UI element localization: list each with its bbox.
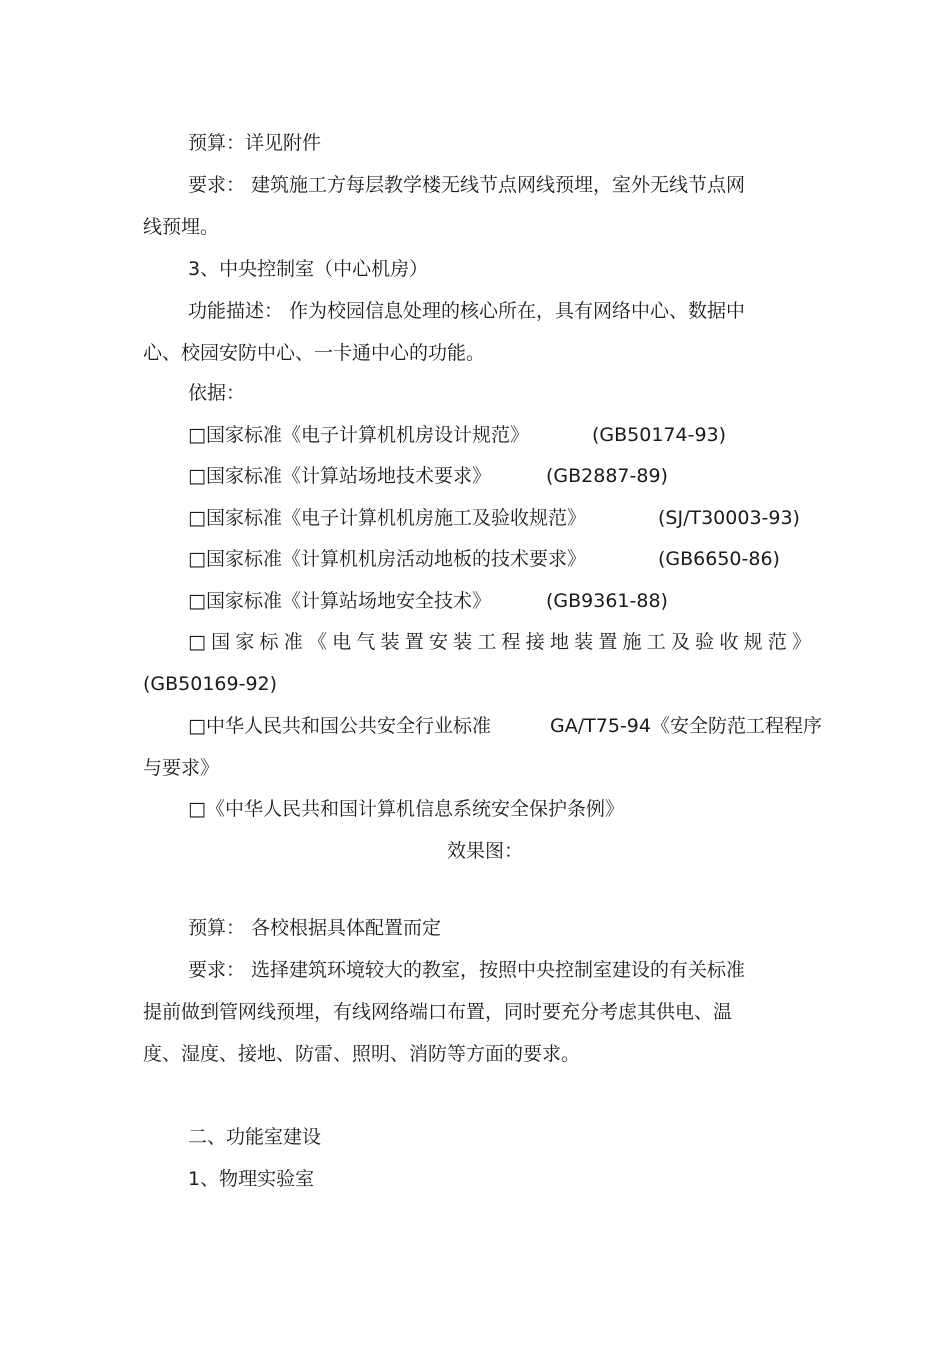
- requirement-line-1b: 线预埋。: [143, 216, 220, 238]
- part-heading-2: 二、功能室建设: [188, 1126, 322, 1148]
- reference-code-4: (GB6650-86): [658, 548, 780, 570]
- reference-title-2: □国家标准《计算站场地技术要求》: [188, 465, 491, 487]
- function-line-b: 心、校园安防中心、一卡通中心的功能。: [143, 342, 486, 364]
- reference-title-7: □中华人民共和国公共安全行业标准: [188, 715, 491, 737]
- function-line-a: 功能描述： 作为校园信息处理的核心所在，具有网络中心、数据中: [188, 300, 746, 322]
- requirement-line-2c: 度、湿度、接地、防雷、照明、消防等方面的要求。: [143, 1043, 581, 1065]
- basis-label: 依据：: [188, 382, 246, 404]
- reference-line-1: [188, 422, 888, 448]
- requirement-line-2a: 要求： 选择建筑环境较大的教室，按照中央控制室建设的有关标准: [188, 959, 746, 981]
- reference-line-6b: (GB50169-92): [143, 673, 278, 695]
- reference-title-5: □国家标准《计算站场地安全技术》: [188, 590, 491, 612]
- reference-line-5: [188, 588, 888, 614]
- reference-title-3: □国家标准《电子计算机机房施工及验收规范》: [188, 507, 586, 529]
- reference-code-7: GA/T75-94《安全防范工程程序: [550, 715, 822, 737]
- reference-code-2: (GB2887-89): [546, 465, 668, 487]
- reference-code-3: (SJ/T30003-93): [658, 507, 800, 529]
- reference-code-5: (GB9361-88): [546, 590, 668, 612]
- effect-figure-caption: 效果图：: [446, 840, 523, 862]
- budget-line-1: 预算：详见附件: [188, 132, 322, 154]
- reference-line-8: □《中华人民共和国计算机信息系统安全保护条例》: [188, 798, 624, 820]
- reference-title-1: □国家标准《电子计算机机房设计规范》: [188, 424, 529, 446]
- reference-line-2: [188, 463, 888, 489]
- reference-line-4: [188, 546, 888, 572]
- budget-line-2: 预算： 各校根据具体配置而定: [188, 917, 442, 939]
- reference-line-7b: 与要求》: [143, 757, 220, 779]
- reference-line-7: [188, 713, 888, 739]
- reference-code-1: (GB50174-93): [592, 424, 727, 446]
- requirement-line-2b: 提前做到管网线预埋，有线网络端口布置，同时要充分考虑其供电、温: [143, 1001, 733, 1023]
- reference-title-4: □国家标准《计算机机房活动地板的技术要求》: [188, 548, 586, 570]
- section-heading-3: 3、中央控制室（中心机房）: [188, 258, 429, 280]
- reference-line-6a: □国家标准《电气装置安装工程接地装置施工及验收规范》: [188, 631, 817, 653]
- item-heading-1: 1、物理实验室: [188, 1168, 315, 1190]
- reference-line-3: [188, 505, 888, 531]
- requirement-line-1a: 要求： 建筑施工方每层教学楼无线节点网线预埋，室外无线节点网: [188, 174, 746, 196]
